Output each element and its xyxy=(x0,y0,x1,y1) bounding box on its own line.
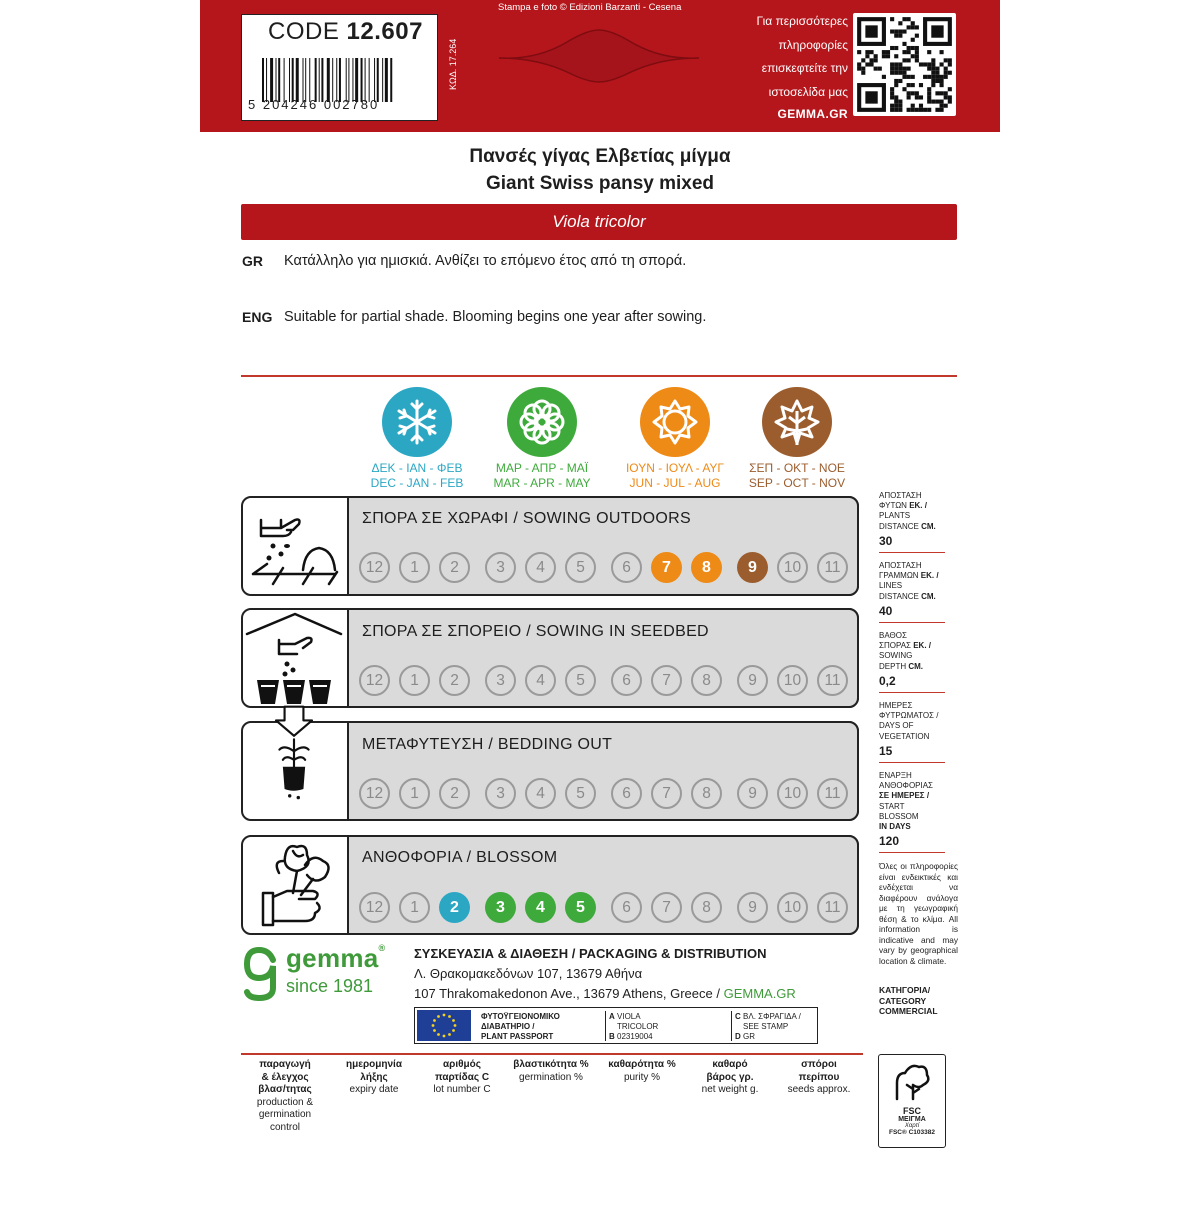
qr-code-icon[interactable] xyxy=(853,13,956,116)
spec-label-line: ΣΠΟΡΑΣ ΕΚ. / xyxy=(879,641,931,651)
divider xyxy=(241,1053,863,1055)
fsc-badge xyxy=(878,1054,946,1148)
brand-name: gemma® xyxy=(286,943,386,973)
spec-label-line: VEGETATION xyxy=(879,731,930,741)
lang-code-gr: GR xyxy=(242,253,263,269)
month-7: 7 xyxy=(651,778,682,809)
column-header-gr: βλαστικότητα % xyxy=(513,1059,589,1070)
month-5: 5 xyxy=(565,552,596,583)
month-9: 9 xyxy=(737,892,768,923)
passport-title-line: ΔΙΑΒΑΤΗΡΙΟ / xyxy=(481,1022,535,1031)
divider xyxy=(879,622,945,623)
sun-icon xyxy=(640,387,710,457)
spec-label-line: ΦΥΤΡΩΜΑΤΟΣ / xyxy=(879,711,939,721)
passport-title-line: PLANT PASSPORT xyxy=(481,1032,554,1041)
column-header-en: germination xyxy=(258,1109,312,1120)
month-2: 2 xyxy=(439,552,470,583)
column-header-en: seeds approx. xyxy=(787,1084,851,1095)
column-header-gr: αριθμός xyxy=(443,1059,481,1070)
month-12: 12 xyxy=(359,778,390,809)
spec-value: 120 xyxy=(879,834,900,849)
column-header-en: purity % xyxy=(623,1071,661,1083)
column-header-gr: σπόροι xyxy=(801,1059,837,1070)
spec-label xyxy=(879,631,945,672)
spec-value: 15 xyxy=(879,743,893,758)
divider xyxy=(879,762,945,763)
month-11: 11 xyxy=(817,892,848,923)
table-column xyxy=(241,1059,329,1134)
month-11: 11 xyxy=(817,552,848,583)
column-header-en: lot number C xyxy=(433,1084,491,1095)
spec-label-line: ΑΝΘΟΦΟΡΙΑΣ xyxy=(879,781,934,791)
passport-label: B xyxy=(609,1032,615,1041)
fsc-mix: ΜΕΙΓΜΑ xyxy=(898,1116,926,1123)
spec-value: 40 xyxy=(879,603,893,618)
season-months-gr: ΣΕΠ - ΟΚΤ - ΝΟΕ xyxy=(749,461,845,475)
month-2-active: 2 xyxy=(439,892,470,923)
code-prefix: CODE xyxy=(268,18,340,45)
table-column xyxy=(418,1059,506,1097)
spec-label-line: SOWING xyxy=(879,651,913,661)
table-column xyxy=(686,1059,774,1097)
season-months-gr: ΔΕΚ - ΙΑΝ - ΦΕΒ xyxy=(371,461,463,475)
plant-passport xyxy=(414,1007,818,1044)
passport-field-a xyxy=(609,1012,658,1042)
passport-value: 02319004 xyxy=(617,1032,653,1041)
kod-text: ΚΩΔ. 17.264 xyxy=(448,38,458,90)
more-info-line: επισκεφτείτε την xyxy=(761,61,848,75)
spec-label-line: ΗΜΕΡΕΣ xyxy=(879,701,913,710)
barcode-label xyxy=(241,14,438,121)
month-6: 6 xyxy=(611,665,642,696)
table-column xyxy=(330,1059,418,1097)
spec-label xyxy=(879,561,945,602)
month-12: 12 xyxy=(359,665,390,696)
sowing-seedbed-icon xyxy=(243,610,345,706)
website-link[interactable]: GEMMA.GR xyxy=(777,107,848,121)
passport-value: GR xyxy=(743,1032,756,1041)
column-header-gr: παρτίδας C xyxy=(434,1071,490,1083)
fsc-label: FSC xyxy=(903,1106,921,1116)
season-summer xyxy=(605,387,745,491)
month-7-active: 7 xyxy=(651,552,682,583)
more-info-line: ιστοσελίδα μας xyxy=(768,84,848,99)
season-months-en: MAR - APR - MAY xyxy=(493,476,591,490)
passport-title-line: ΦΥΤΟΫΓΕΙΟΝΟΜΙΚΟ xyxy=(481,1012,560,1021)
month-11: 11 xyxy=(817,778,848,809)
column-header-en: expiry date xyxy=(349,1084,399,1095)
disclaimer: Όλες οι πληροφορίες είναι ενδεικτικές και ενδέχεται να διαφέρουν ανάλογα με τη γεωγραφική θέση & το κλίμα. All information is indicative and may vary by geographical location & climate. xyxy=(879,861,958,966)
lang-code-en: ENG xyxy=(242,309,273,325)
spec-label-line: IN DAYS xyxy=(879,822,911,832)
activity-label: ΣΠΟΡΑ ΣΕ ΣΠΟΡΕΙΟ / SOWING IN SEEDBED xyxy=(362,623,709,640)
month-5-active: 5 xyxy=(565,892,596,923)
bedding-out-icon xyxy=(243,705,345,801)
description-en: Suitable for partial shade. Blooming begins one year after sowing. xyxy=(284,309,707,325)
month-3: 3 xyxy=(485,665,516,696)
month-6: 6 xyxy=(611,778,642,809)
spec-label-line: LINES xyxy=(879,581,903,591)
season-spring xyxy=(472,387,612,491)
latin-name: Viola tricolor xyxy=(241,204,957,240)
passport-value: SEE STAMP xyxy=(743,1022,789,1031)
month-6: 6 xyxy=(611,892,642,923)
kod-number-vertical xyxy=(448,34,462,104)
month-10: 10 xyxy=(777,892,808,923)
product-code xyxy=(268,18,423,46)
column-header-gr: ημερομηνία xyxy=(346,1059,402,1070)
season-months-en: SEP - OCT - NOV xyxy=(748,476,846,490)
column-header-gr: βάρος γρ. xyxy=(706,1071,754,1083)
spec-label xyxy=(879,491,945,532)
divider xyxy=(731,1011,732,1041)
table-column xyxy=(775,1059,863,1097)
month-9: 9 xyxy=(737,665,768,696)
product-title-en: Giant Swiss pansy mixed xyxy=(485,173,715,194)
spec-label-line: DISTANCE CM. xyxy=(879,591,936,601)
hanger-slot-icon xyxy=(497,28,701,84)
sowing-outdoors-icon xyxy=(243,498,345,594)
code-number: 12.607 xyxy=(346,18,423,45)
column-header-gr: καθαρό xyxy=(712,1059,748,1070)
month-8: 8 xyxy=(691,778,722,809)
address-en-text: 107 Thrakomakedonon Ave., 13679 Athens, Greece / xyxy=(414,986,724,1001)
divider xyxy=(879,552,945,553)
website-link[interactable]: GEMMA.GR xyxy=(723,986,796,1001)
column-header-gr: καθαρότητα % xyxy=(608,1059,676,1070)
eu-flag-icon xyxy=(417,1010,471,1041)
blossom-icon xyxy=(243,837,345,933)
passport-value: ΒΛ. ΣΦΡΑΓΙΔΑ / xyxy=(743,1012,801,1021)
month-4: 4 xyxy=(525,552,556,583)
fsc-tree-icon xyxy=(889,1059,935,1101)
month-3: 3 xyxy=(485,552,516,583)
table-column xyxy=(598,1059,686,1084)
flower-icon xyxy=(507,387,577,457)
activity-label: ΑΝΘΟΦΟΡΙΑ / BLOSSOM xyxy=(362,849,558,866)
passport-field-c xyxy=(735,1012,801,1042)
snowflake-icon xyxy=(382,387,452,457)
product-title-gr: Πανσές γίγας Ελβετίας μίγμα xyxy=(469,146,731,167)
passport-label: C xyxy=(735,1012,741,1021)
activity-label: ΜΕΤΑΦΥΤΕΥΣΗ / BEDDING OUT xyxy=(362,736,613,753)
spec-label xyxy=(879,771,945,832)
passport-value: VIOLA xyxy=(617,1012,641,1021)
month-7: 7 xyxy=(651,892,682,923)
spec-value: 0,2 xyxy=(879,673,896,688)
spec-value: 30 xyxy=(879,533,893,548)
category-value: COMMERCIAL xyxy=(879,1006,938,1016)
season-months-gr: ΙΟΥΝ - ΙΟΥΛ - ΑΥΓ xyxy=(625,461,725,475)
packaging-title: ΣΥΣΚΕΥΑΣΙΑ & ΔΙΑΘΕΣΗ / PACKAGING & DISTRIBUTION xyxy=(414,946,767,961)
more-info-line: πληροφορίες xyxy=(778,37,848,52)
leaf-icon xyxy=(762,387,832,457)
divider xyxy=(879,852,945,853)
more-info-line: Για περισσότερες xyxy=(756,14,848,28)
category-label: CATEGORY xyxy=(879,995,927,1006)
column-header-en: control xyxy=(269,1121,300,1133)
spec-label-line: ΒΑΘΟΣ xyxy=(879,631,907,640)
more-info-text xyxy=(722,10,848,104)
spec-label-line: PLANTS xyxy=(879,511,911,521)
category-label: ΚΑΤΗΓΟΡΙΑ/ xyxy=(879,985,931,995)
month-5: 5 xyxy=(565,778,596,809)
passport-label: D xyxy=(735,1032,741,1041)
spec-label-line: ΑΠΟΣΤΑΣΗ xyxy=(879,491,922,500)
printer-credit: Stampa e foto © Edizioni Barzanti - Cesena xyxy=(498,2,682,13)
column-header-gr: βλασ/τητας xyxy=(258,1084,312,1095)
month-12: 12 xyxy=(359,552,390,583)
spec-label xyxy=(879,701,945,742)
month-7: 7 xyxy=(651,665,682,696)
month-2: 2 xyxy=(439,665,470,696)
spec-label-line: BLOSSOM xyxy=(879,811,919,821)
spec-label-line: ΕΝΑΡΞΗ xyxy=(879,771,912,780)
month-1: 1 xyxy=(399,892,430,923)
month-6: 6 xyxy=(611,552,642,583)
category xyxy=(879,985,959,1017)
spec-label-line: DISTANCE CM. xyxy=(879,521,936,531)
month-1: 1 xyxy=(399,778,430,809)
month-5: 5 xyxy=(565,665,596,696)
passport-title xyxy=(481,1012,560,1042)
address-en xyxy=(414,986,796,1001)
month-8: 8 xyxy=(691,665,722,696)
ean-number: 5 204246 002780 xyxy=(248,97,380,112)
month-8: 8 xyxy=(691,892,722,923)
month-3-active: 3 xyxy=(485,892,516,923)
month-12: 12 xyxy=(359,892,390,923)
season-months-en: DEC - JAN - FEB xyxy=(370,476,464,490)
spec-label-line: START xyxy=(879,801,905,811)
fsc-paper: Χαρτί xyxy=(904,1123,920,1129)
spec-label-line: ΦΥΤΩΝ ΕΚ. / xyxy=(879,501,927,511)
spec-label-line: ΑΠΟΣΤΑΣΗ xyxy=(879,561,922,570)
divider xyxy=(879,692,945,693)
divider xyxy=(241,375,957,377)
month-4-active: 4 xyxy=(525,892,556,923)
month-4: 4 xyxy=(525,665,556,696)
month-1: 1 xyxy=(399,552,430,583)
month-4: 4 xyxy=(525,778,556,809)
month-10: 10 xyxy=(777,665,808,696)
divider xyxy=(605,1011,606,1041)
month-10: 10 xyxy=(777,552,808,583)
month-1: 1 xyxy=(399,665,430,696)
column-header-gr: & έλεγχος xyxy=(261,1071,309,1083)
brand-word: gemma xyxy=(286,943,379,973)
column-header-gr: λήξης xyxy=(360,1071,388,1083)
activity-label: ΣΠΟΡΑ ΣΕ ΧΩΡΑΦΙ / SOWING OUTDOORS xyxy=(362,510,691,527)
fsc-code: FSC® C103382 xyxy=(889,1129,935,1136)
month-3: 3 xyxy=(485,778,516,809)
passport-label: A xyxy=(609,1012,615,1021)
column-header-en: germination % xyxy=(519,1071,583,1083)
column-header-en: production & xyxy=(256,1096,314,1108)
gemma-logo-icon xyxy=(241,946,279,1002)
month-10: 10 xyxy=(777,778,808,809)
month-8-active: 8 xyxy=(691,552,722,583)
column-header-en: net weight g. xyxy=(701,1084,759,1095)
season-months-en: JUN - JUL - AUG xyxy=(629,476,721,490)
column-header-gr: παραγωγή xyxy=(259,1059,311,1070)
spec-label-line: ΓΡΑΜΜΩΝ ΕΚ. / xyxy=(879,571,939,581)
brand-since: since 1981 xyxy=(286,976,374,996)
passport-value: TRICOLOR xyxy=(617,1022,659,1031)
season-winter xyxy=(347,387,487,491)
table-column xyxy=(507,1059,595,1084)
month-2: 2 xyxy=(439,778,470,809)
description-gr: Κατάλληλο για ημισκιά. Ανθίζει το επόμενο έτος από τη σπορά. xyxy=(284,253,687,269)
month-11: 11 xyxy=(817,665,848,696)
spec-label-line: DAYS OF xyxy=(879,721,914,731)
spec-label-line: ΣΕ ΗΜΕΡΕΣ / xyxy=(879,791,930,801)
season-autumn xyxy=(727,387,867,491)
column-header-gr: περίπου xyxy=(798,1071,840,1083)
season-months-gr: ΜΑΡ - ΑΠΡ - ΜΑΪ xyxy=(495,461,589,475)
month-9-active: 9 xyxy=(737,552,768,583)
address-gr: Λ. Θρακομακεδόνων 107, 13679 Αθήνα xyxy=(414,966,643,981)
spec-label-line: DEPTH CM. xyxy=(879,661,924,671)
month-9: 9 xyxy=(737,778,768,809)
